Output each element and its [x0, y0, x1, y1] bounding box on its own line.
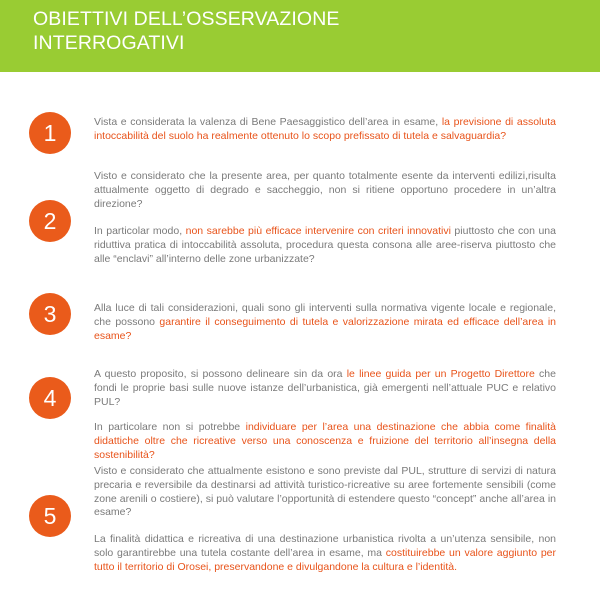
question-4-paragraph-1 [94, 368, 556, 409]
plain-text: In particolare non si potrebbe [94, 421, 246, 434]
page-title-line-2: INTERROGATIVI [33, 32, 185, 54]
question-4-paragraph-2 [94, 421, 556, 462]
number-badge-1: 1 [29, 112, 71, 154]
highlighted-text: individuare per l’area una destinazione che abbia come finalità didattiche oltre che ricreative verso una conoscenza e fruizione del territorio all’insegna della sostenibilità? [94, 421, 557, 461]
highlighted-text: la previsione di assoluta intoccabilità del suolo ha realmente ottenuto lo scopo prefissato di tutela e salvaguardia? [94, 116, 556, 142]
page-title-line-1: OBIETTIVI DELL’OSSERVAZIONE [33, 8, 340, 30]
highlighted-text: non sarebbe più efficace intervenire con criteri innovativi [185, 225, 451, 238]
plain-text: Vista e considerata la valenza di Bene Paesaggistico dell’area in esame, [94, 116, 442, 128]
number-badge-3: 3 [29, 293, 71, 335]
plain-text: Alla luce di tali considerazioni, quali sono gli interventi sulla normativa vigente locale e regionale, che possono [94, 302, 556, 328]
question-1-paragraph-1 [94, 116, 556, 144]
question-5-paragraph-2 [94, 533, 556, 574]
question-2-paragraph-1 [94, 170, 556, 211]
plain-text: che fondi le proprie basi sulle nuove istanze dell’urbanistica, già emergenti nell’attuale PUC e relativo PUL? [94, 368, 556, 408]
header-banner [0, 0, 600, 72]
plain-text: Visto e considerato che attualmente esistono e sono previste dal PUL, strutture di servizi di natura precaria e reversibile da destinarsi ad attività turistico-ricreative su aree fortemente sensibili (come zone arenili o costiere), si può valutare l’opportunità di estendere questo “concept” anche all’area in esame? [94, 465, 556, 519]
question-text-4 [94, 368, 556, 463]
question-5-paragraph-1 [94, 465, 556, 520]
plain-text: Visto e considerato che la presente area, per quanto totalmente esente da interventi edilizi,risulta attualmente oggetto di degrado e saccheggio, non si ritiene opportuno procedere in un’altra direzione? [94, 170, 556, 210]
number-badge-4: 4 [29, 377, 71, 419]
plain-text: A questo proposito, si possono delineare sin da ora [94, 368, 347, 380]
plain-text: piuttosto che con una riduttiva pratica di intoccabilità assoluta, procedura questa consona alle aree-riserva piuttosto che alle “enclavi” all’interno delle zone urbanizzate? [94, 225, 556, 265]
question-text-5 [94, 465, 556, 575]
highlighted-text: le linee guida per un Progetto Direttore [346, 368, 535, 380]
plain-text: In particolar modo, [94, 225, 186, 238]
question-3-paragraph-1 [94, 302, 556, 343]
plain-text: La finalità didattica e ricreativa di una destinazione urbanistica rivolta a un’utenza sensibile, non solo garantirebbe una tutela costante dell’area in esame, ma [94, 533, 556, 559]
question-2-paragraph-2 [94, 225, 556, 266]
question-text-1 [94, 116, 556, 144]
page-title [33, 7, 339, 55]
number-badge-2: 2 [29, 200, 71, 242]
highlighted-text: garantire il conseguimento di tutela e valorizzazione mirata ed efficace dell’area in esame? [94, 315, 556, 342]
question-text-3 [94, 302, 556, 343]
question-text-2 [94, 170, 556, 267]
highlighted-text: costituirebbe un valore aggiunto per tutto il territorio di Orosei, preservandone e divulgandone la cultura e l’identità. [94, 546, 556, 573]
number-badge-5: 5 [29, 495, 71, 537]
